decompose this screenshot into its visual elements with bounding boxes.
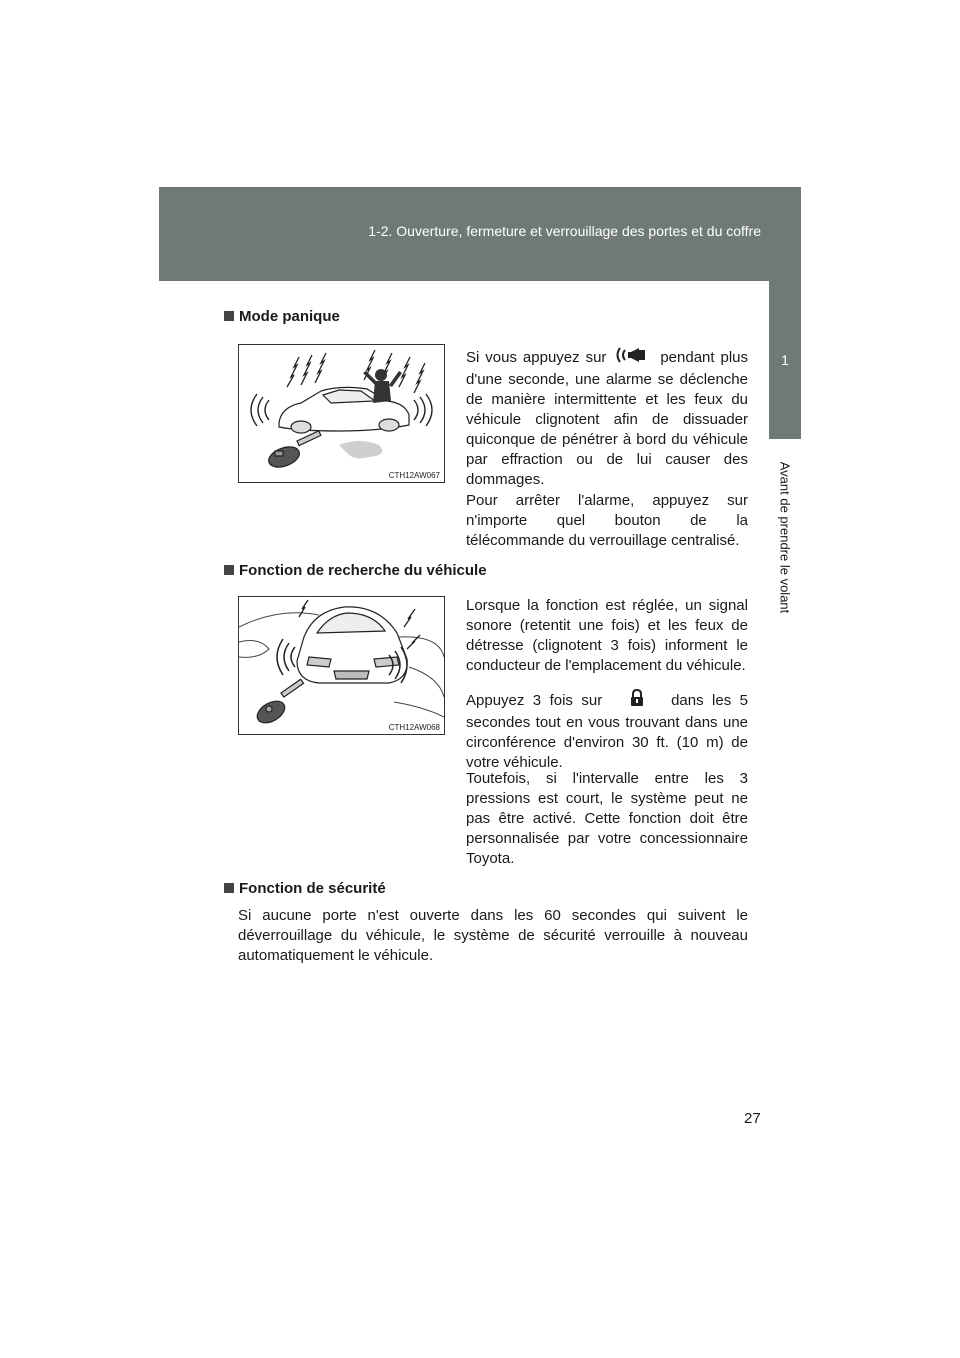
section-title: 1-2. Ouverture, fermeture et verrouillage des portes et du coffre xyxy=(368,223,761,239)
chapter-tab xyxy=(769,281,801,439)
text-run: Appuyez 3 fois sur xyxy=(466,691,603,709)
lightning-bolt xyxy=(315,353,326,383)
heading-text: Fonction de sécurité xyxy=(239,880,386,897)
heading-text: Mode panique xyxy=(239,308,340,325)
figure-code: CTH12AW067 xyxy=(388,471,440,480)
panic-car-drawing xyxy=(239,345,444,482)
square-bullet-icon xyxy=(224,565,234,575)
heading-text: Fonction de recherche du véhicule xyxy=(239,562,487,579)
chapter-label: Avant de prendre le volant xyxy=(777,461,793,614)
square-bullet-icon xyxy=(224,311,234,321)
locator-paragraph-3: Toutefois, si l'intervalle entre les 3 pressions est court, le système peut ne pas être activé. Cette fonction doit être personnalisée par votre concessionnaire Toyota. xyxy=(466,770,748,867)
text-run: dans les 5 secondes tout en vous trouvant dans une circonférence d'environ 30 ft. (10 m) de votre véhicule. xyxy=(466,691,748,771)
page-number: 27 xyxy=(744,1110,761,1127)
lightning-bolt xyxy=(399,357,410,387)
locator-car-drawing xyxy=(239,597,444,734)
security-paragraph: Si aucune porte n'est ouverte dans les 60 secondes qui suivent le déverrouillage du véhicule, le système de sécurité verrouille à nouveau automatiquement le véhicule. xyxy=(238,907,748,964)
lightning-bolt xyxy=(414,363,425,393)
chapter-label-wrap xyxy=(769,450,801,625)
text-run: pendant plus d'une seconde, une alarme se déclenche de manière intermittente et les feux du véhicule clignotent afin de dissuader quiconque de pénétrer à bord du véhicule par effraction ou de lui causer des dommages. xyxy=(466,348,749,488)
padlock-icon xyxy=(629,689,645,713)
panic-paragraph-1 xyxy=(466,346,748,490)
locator-illustration xyxy=(238,596,445,735)
header-bar xyxy=(159,187,801,281)
square-bullet-icon xyxy=(224,883,234,893)
heading-security-function xyxy=(224,880,386,897)
locator-paragraph-1: Lorsque la fonction est réglée, un signal sonore (retentit une fois) et les feux de détresse (clignotent 3 fois) informent le conducteur de l'emplacement du véhicule. xyxy=(466,597,748,674)
text-run: Si vous appuyez sur xyxy=(466,348,607,366)
locator-paragraph-2 xyxy=(466,689,748,773)
lightning-bolt xyxy=(287,357,299,387)
heading-panic-mode xyxy=(224,308,340,325)
figure-code: CTH12AW068 xyxy=(388,723,440,732)
lightning-bolt xyxy=(301,355,312,385)
chapter-number: 1 xyxy=(781,352,789,368)
heading-vehicle-locator xyxy=(224,562,487,579)
panic-paragraph-2: Pour arrêter l'alarme, appuyez sur n'importe quel bouton de la télécommande du verrouillage centralisé. xyxy=(466,492,748,549)
panic-alarm-icon xyxy=(614,346,652,370)
panic-illustration xyxy=(238,344,445,483)
